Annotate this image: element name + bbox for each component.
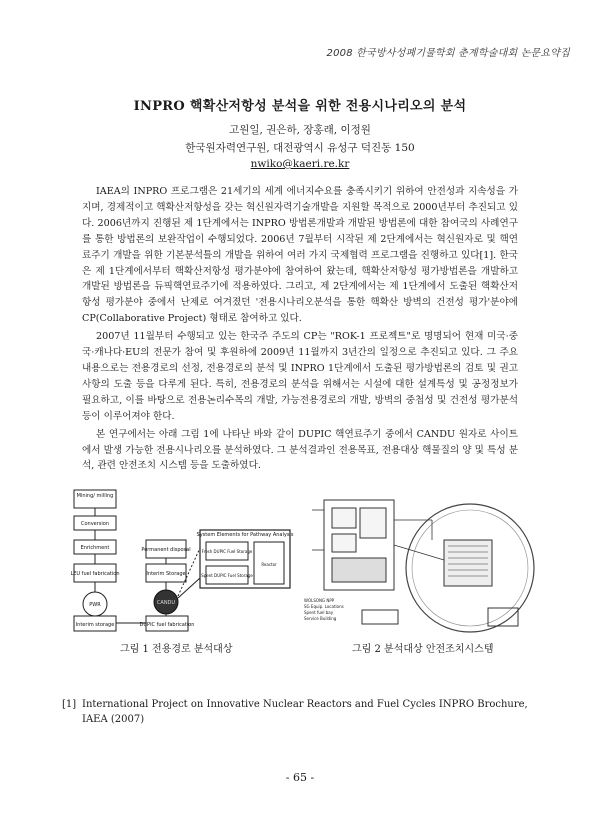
email[interactable] — [0, 158, 600, 170]
label-interim-right: Interim Storage — [146, 571, 186, 577]
reference-text: International Project on Innovative Nuclear Reactors and Fuel Cycles INPRO Brochure, IAEA (2007) — [82, 699, 528, 725]
svg-text:Spent fuel bay: Spent fuel bay — [304, 610, 334, 615]
svg-text:SG Equip. Locations: SG Equip. Locations — [304, 604, 344, 609]
journal-header: 2008 한국방사성폐기물학회 춘계학술대회 논문요약집 — [326, 48, 570, 59]
email-link[interactable]: nwiko@kaeri.re.kr — [250, 158, 350, 170]
authors: 고원일, 권은하, 장홍래, 이정원 — [229, 124, 371, 136]
label-conversion: Conversion — [80, 521, 110, 527]
label-candu: CANDU — [156, 600, 176, 606]
label-pwr: PWR — [89, 602, 101, 608]
reference — [62, 697, 528, 727]
paper-title: INPRO 핵확산저항성 분석을 위한 전용시나리오의 분석 — [133, 99, 467, 114]
panel-item-reactor: Reactor — [261, 562, 277, 567]
figure-2-caption: 그림 2 분석대상 안전조치시스템 — [352, 644, 494, 655]
paragraph-2: 2007년 11월부터 수행되고 있는 한국주 주도의 CP는 "ROK-1 프로젝트"로 명명되어 현재 미국·중국·캐나다·EU의 전문가 참여 및 후원하에 2009년 11월까지 3년간의 일정으로 추진되고 있다. 그 주요내용으로는 전용경로의 선정, 전용경로의 분석 및 INPRO 1단계에서 도출된 평가방법론의 검토 및 권고사항의 도출 등을 다루게 된다. 특히, 전용경로의 분석을 위해서는 시설에 대한 설계특성 및 공정정보가 필요하고, 이를 바탕으로 전용논리수목의 개발, 가능전용경로의 개발, 방벽의 중첩성 및 건전성 평가분석 등이 이루어져야 한다. — [82, 331, 518, 422]
panel-item-spent: Spent DUPIC Fuel Storage — [201, 573, 253, 578]
page-number: - 65 - — [285, 771, 315, 784]
affiliation: 한국원자력연구원, 대전광역시 유성구 덕진동 150 — [185, 142, 415, 154]
figure-2-drawing — [302, 490, 538, 634]
svg-text:WOLSONG NPP: WOLSONG NPP — [304, 598, 335, 603]
paragraph-1: IAEA의 INPRO 프로그램은 21세기의 세계 에너지수요를 충족시키기 위하여 안전성과 지속성을 가지며, 경제적이고 핵확산저항성을 갖는 혁신원자력기술개발을 지원할 목적으로 2000년부터 추진되고 있다. 2006년까지 진행된 제 1단계에서는 INPRO 방법론개발과 개발된 방법론에 대한 참여국의 사례연구를 통한 방법론의 보완작업이 수행되었다. 2006년 7월부터 시작된 제 2단계에서는 혁신원자로 및 핵연료주기 개발을 위한 기본분석틀의 개발을 위하여 여러 가지 국제협력 프로그램을 진행하고 있다[1]. 한국은 제 1단계에서부터 핵확산저항성 평가분야에 참여하여 왔는데, 핵확산저항성 평가방법론을 개발하고 개발된 방법론을 듀픽핵연료주기에 적용하였다. 그리고, 제 2단계에서는 제 1단계에서 도출된 핵확산저항성 평가분야 중에서 난제로 여겨졌던 '전용시나리오분석을 통한 핵확산 방벽의 건전성 평가'분야에 CP(Collaborative Project) 형태로 참여하고 있다. — [82, 186, 518, 325]
panel-item-fresh: Fresh DUPIC Fuel Storage — [201, 549, 253, 554]
label-permanent: Permanent disposal — [141, 547, 191, 553]
figure-1-diagram — [62, 488, 294, 633]
body-text — [82, 184, 518, 476]
label-leu: LEU fuel fabrication — [70, 571, 120, 577]
paragraph-3: 본 연구에서는 아래 그림 1에 나타난 바와 같이 DUPIC 핵연료주기 중에서 CANDU 원자로 사이트에서 발생 가능한 전용시나리오를 분석하였다. 그 분석결과인 전용목표, 전용대상 핵물질의 양 및 특성 분석, 관련 안전조치 시스템 등을 도출하였다. — [82, 428, 518, 472]
figure-1-caption: 그림 1 전용경로 분석대상 — [120, 644, 233, 655]
reference-number: [1] — [62, 699, 77, 710]
label-enrichment: Enrichment — [80, 545, 110, 551]
label-interim-left: Interim storage — [75, 622, 115, 628]
panel-title: System Elements for Pathway Analysis — [196, 532, 294, 538]
label-dupic: DUPIC fuel fabrication — [139, 622, 195, 628]
svg-text:Service Building: Service Building — [304, 616, 337, 621]
label-mining: Mining/ milling — [76, 493, 114, 499]
